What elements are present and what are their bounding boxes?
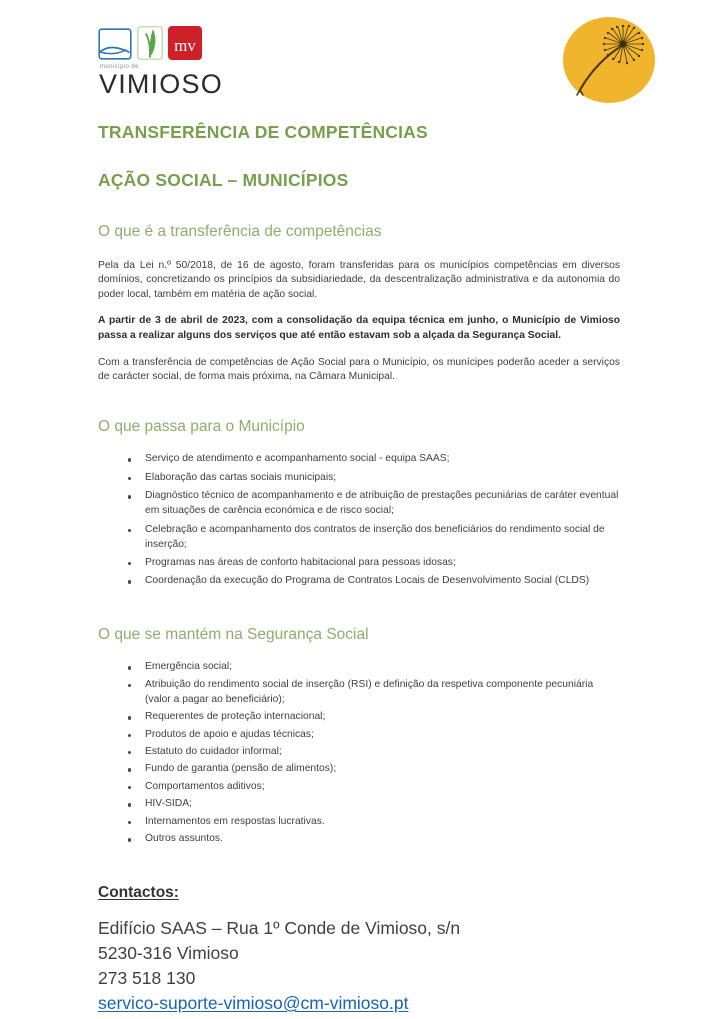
list-item: Diagnóstico técnico de acompanhamento e de atribuição de prestações pecuniárias de caráter eventual em situações de carência económica e de risco social; (98, 489, 620, 519)
mv-monogram-icon (168, 26, 202, 60)
page-title-primary: TRANSFERÊNCIA DE COMPETÊNCIAS (98, 122, 428, 142)
list-item: Requerentes de proteção internacional; (98, 710, 620, 725)
contact-email-link[interactable]: servico-suporte-vimioso@cm-vimioso.pt (98, 992, 409, 1013)
page-title-secondary: AÇÃO SOCIAL – MUNICÍPIOS (98, 170, 349, 190)
social-security-competences-list (98, 644, 620, 847)
list-item: Programas nas áreas de conforto habitacional para pessoas idosas; (98, 556, 620, 571)
blue-square-icon (98, 28, 132, 60)
section-heading-what-is: O que é a transferência de competências (98, 223, 382, 240)
list-item: HIV-SIDA; (98, 797, 620, 812)
dandelion-icon (561, 14, 657, 106)
section-heading-social-security: O que se mantém na Segurança Social (98, 625, 369, 643)
list-item: Estatuto do cuidador informal; (98, 745, 620, 760)
list-item: Elaboração das cartas sociais municipais; (98, 471, 620, 486)
document-header (0, 0, 720, 112)
list-item: Celebração e acompanhamento dos contratos de inserção dos beneficiários do rendimento social de inserção; (98, 523, 620, 553)
paragraph-citizen-access: Com a transferência de competências de Ação Social para o Município, os munícipes poderão aceder a serviços de carácter social, de forma mais próxima, na Câmara Municipal. (98, 356, 620, 383)
contact-phone: 273 518 130 (98, 967, 196, 988)
contacts-heading: Contactos: (98, 883, 179, 901)
list-item: Comportamentos aditivos; (98, 780, 620, 795)
vimioso-logo (98, 24, 328, 98)
list-item: Coordenação da execução do Programa de Contratos Locais de Desenvolvimento Social (CLDS) (98, 574, 620, 589)
contact-address: Edifício SAAS – Rua 1º Conde de Vimioso, s/n (98, 918, 461, 939)
list-item: Internamentos em respostas lucrativas. (98, 815, 620, 830)
list-item: Produtos de apoio e ajudas técnicas; (98, 728, 620, 743)
paragraph-law-reference: Pela da Lei n.º 50/2018, de 16 de agosto, foram transferidas para os municípios competências em diversos domínios, concretizando os princípios da subsidiariedade, da descentralização administrativa e da autonomia do poder local, também em matéria de ação social. (98, 259, 620, 300)
list-item: Atribuição do rendimento social de inserção (RSI) e definição da respetiva componente pecuniária (valor a pagar ao beneficiário); (98, 678, 620, 708)
green-leaf-icon (137, 26, 163, 60)
contacts-section (98, 850, 720, 1016)
paragraph-effective-date: A partir de 3 de abril de 2023, com a consolidação da equipa técnica em junho, o Município de Vimioso passa a realizar alguns dos serviços que até então estavam sob a alçada da Segurança Social. (98, 315, 620, 342)
svg-text:mv: mv (174, 36, 196, 55)
contacts-details (98, 916, 720, 1015)
contact-postal-code: 5230-316 Vimioso (98, 943, 239, 963)
list-item: Emergência social; (98, 660, 620, 675)
section-heading-municipality: O que passa para o Município (98, 417, 305, 435)
logo-wordmark: VIMIOSO (99, 69, 223, 99)
list-item: Fundo de garantia (pensão de alimentos); (98, 762, 620, 777)
list-item: Serviço de atendimento e acompanhamento social - equipa SAAS; (98, 452, 620, 467)
logo-municipio-label: município de (100, 64, 139, 70)
logo-marks (98, 24, 328, 60)
list-item: Outros assuntos. (98, 832, 620, 847)
municipality-competences-list (98, 436, 620, 589)
